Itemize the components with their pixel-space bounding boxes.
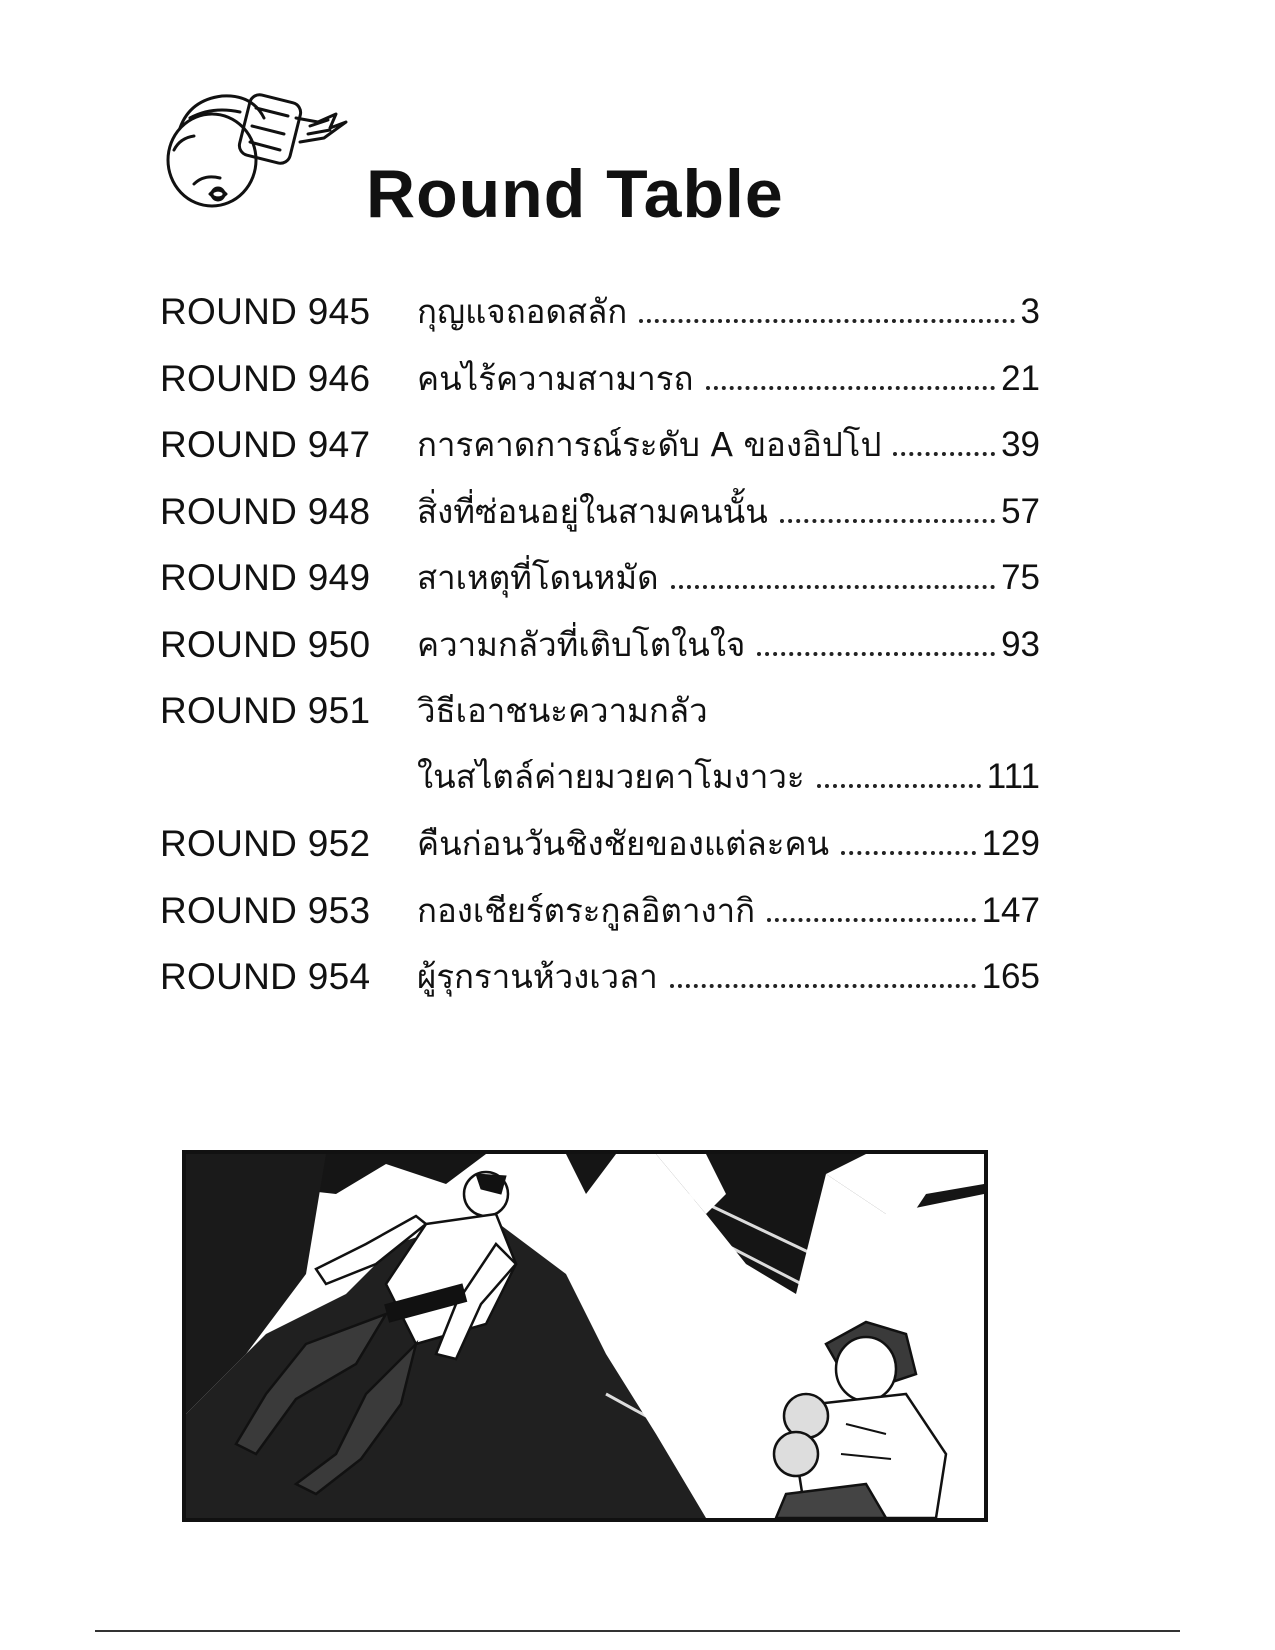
- chapter-title: วิธีเอาชนะความกลัว: [417, 691, 708, 730]
- chapter-title: ผู้รุกรานห้วงเวลา: [417, 957, 658, 996]
- chapter-line: [417, 955, 1040, 999]
- toc-entry: [160, 623, 1040, 690]
- dot-leader: [670, 978, 976, 988]
- chapter-title-continued: ในสไตล์ค่ายมวยคาโมงาวะ: [417, 757, 805, 796]
- round-number: ROUND 949: [160, 557, 371, 598]
- chapter-title: การคาดการณ์ระดับ A ของอิปโป: [417, 425, 882, 464]
- page-number: 3: [1020, 292, 1040, 331]
- chapter-line: [417, 822, 1040, 866]
- round-number: ROUND 953: [160, 889, 371, 931]
- chapter-title: คืนก่อนวันชิงชัยของแต่ละคน: [417, 824, 830, 863]
- round-number: ROUND 950: [160, 623, 371, 665]
- chapter-title: สิ่งที่ซ่อนอยู่ในสามคนนั้น: [417, 491, 768, 531]
- table-of-contents: [160, 290, 1040, 1022]
- page-number: 75: [1001, 558, 1040, 597]
- dot-leader: [780, 513, 995, 523]
- chapter-title: กุญแจถอดสลัก: [417, 292, 628, 331]
- chapter-line: [417, 556, 1040, 600]
- dot-leader: [893, 446, 995, 456]
- toc-entry: [160, 556, 1040, 623]
- toc-entry: [160, 490, 1040, 557]
- chapter-line-continued: [417, 755, 1040, 799]
- page-number: 111: [986, 757, 1040, 796]
- chapter-title: กองเชียร์ตระกูลอิตางากิ: [417, 890, 756, 930]
- page-number: 129: [981, 824, 1040, 863]
- chapter-line: [417, 889, 1040, 933]
- dot-leader: [706, 380, 996, 390]
- chapter-line: [417, 689, 1040, 733]
- page-number: 165: [981, 957, 1040, 996]
- page-number: 21: [1001, 358, 1040, 398]
- chapter-line: [417, 290, 1040, 334]
- toc-entry: [160, 423, 1040, 490]
- chapter-title: ความกลัวที่เติบโตในใจ: [417, 624, 746, 664]
- dot-leader: [639, 313, 1014, 323]
- chapter-line: [417, 357, 1040, 401]
- round-number: ROUND 945: [160, 291, 371, 332]
- round-number: ROUND 946: [160, 357, 371, 399]
- round-number: ROUND 954: [160, 956, 371, 997]
- chapter-line: [417, 623, 1040, 667]
- page-number: 147: [981, 890, 1040, 930]
- dot-leader: [671, 579, 996, 589]
- round-number: ROUND 948: [160, 490, 371, 532]
- round-number: ROUND 952: [160, 823, 371, 864]
- chapter-line: [417, 423, 1040, 467]
- round-number: ROUND 947: [160, 424, 371, 465]
- toc-entry: [160, 689, 1040, 822]
- toc-entry: [160, 955, 1040, 1022]
- page-number: 93: [1001, 624, 1040, 664]
- round-number: ROUND 951: [160, 690, 371, 731]
- page-divider: [95, 1630, 1180, 1632]
- chapter-title: คนไร้ความสามารถ: [417, 358, 694, 398]
- dot-leader: [817, 778, 981, 788]
- page-number: 39: [1001, 425, 1040, 464]
- toc-entry: [160, 357, 1040, 424]
- toc-entry: [160, 889, 1040, 956]
- boxing-manga-panel-icon: [182, 1150, 988, 1522]
- page-title: Round Table: [366, 156, 784, 232]
- boxing-glove-icon: [160, 78, 360, 218]
- chapter-line: [417, 490, 1040, 534]
- dot-leader: [841, 845, 975, 855]
- chapter-title: สาเหตุที่โดนหมัด: [417, 558, 659, 597]
- toc-entry: [160, 822, 1040, 889]
- toc-entry: [160, 290, 1040, 357]
- dot-leader: [767, 912, 975, 922]
- dot-leader: [757, 646, 995, 656]
- page-number: 57: [1001, 491, 1040, 531]
